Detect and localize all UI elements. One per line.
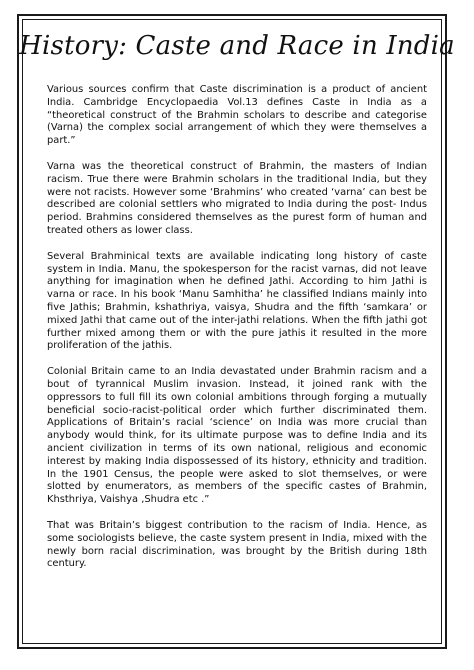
paragraph-4: Colonial Britain came to an India devastated under Brahmin racism and a bout of tyrannical Muslim invasion. Instead, it joined rank with the oppressors to full fill its own colonial ambitions through forging a mutually beneficial socio-racist-political order which further discriminated them. Applications of Britain’s racial ‘science’ on India was more crucial than anybody would think, for its ultimate purpose was to define India and its ancient civilization in terms of its own national, religious and economic interest by making India dispossessed of its history, ethnicity and tradition. In the 1901 Census, the people were asked to slot themselves, or were slotted by enumerators, as members of the specific castes of Brahmin, Khsthriya, Vaishya ,Shudra etc .” bbox=[47, 366, 427, 506]
document-body bbox=[47, 84, 427, 584]
paragraph-3: Several Brahminical texts are available indicating long history of caste system in India. Manu, the spokesperson for the racist varnas, did not leave anything for imagination when he defined Jathi. According to him Jathi is varna or race. In his book ‘Manu Samhitha’ he classified Indians mainly into five Jathis; Brahmin, kshathriya, vaisya, Shudra and the fifth ‘samkara’ or mixed Jathi that came out of the inter-jathi relations. When the fifth jathi got further mixed among them or with the pure jathis it resulted in the more proliferation of the jathis. bbox=[47, 250, 427, 352]
paragraph-1: Various sources confirm that Caste discrimination is a product of ancient India. Cambridge Encyclopaedia Vol.13 defines Caste in India as a “theoretical construct of the Brahmin scholars to describe and categorise (Varna) the complex social arrangement of which they were themselves a part.” bbox=[47, 84, 427, 147]
paragraph-5: That was Britain’s biggest contribution to the racism of India. Hence, as some sociologists believe, the caste system present in India, mixed with the newly born racial discrimination, was brought by the British during 18th century. bbox=[47, 519, 427, 570]
page-title: History: Caste and Race in India bbox=[19, 31, 455, 61]
paragraph-2: Varna was the theoretical construct of Brahmin, the masters of Indian racism. True there were Brahmin scholars in the traditional India, but they were not racists. However some ‘Brahmins’ who created ‘varna’ can best be described are colonial settlers who migrated to India during the post- Indus period. Brahmins considered themselves as the purest form of human and treated others as lower class. bbox=[47, 160, 427, 236]
